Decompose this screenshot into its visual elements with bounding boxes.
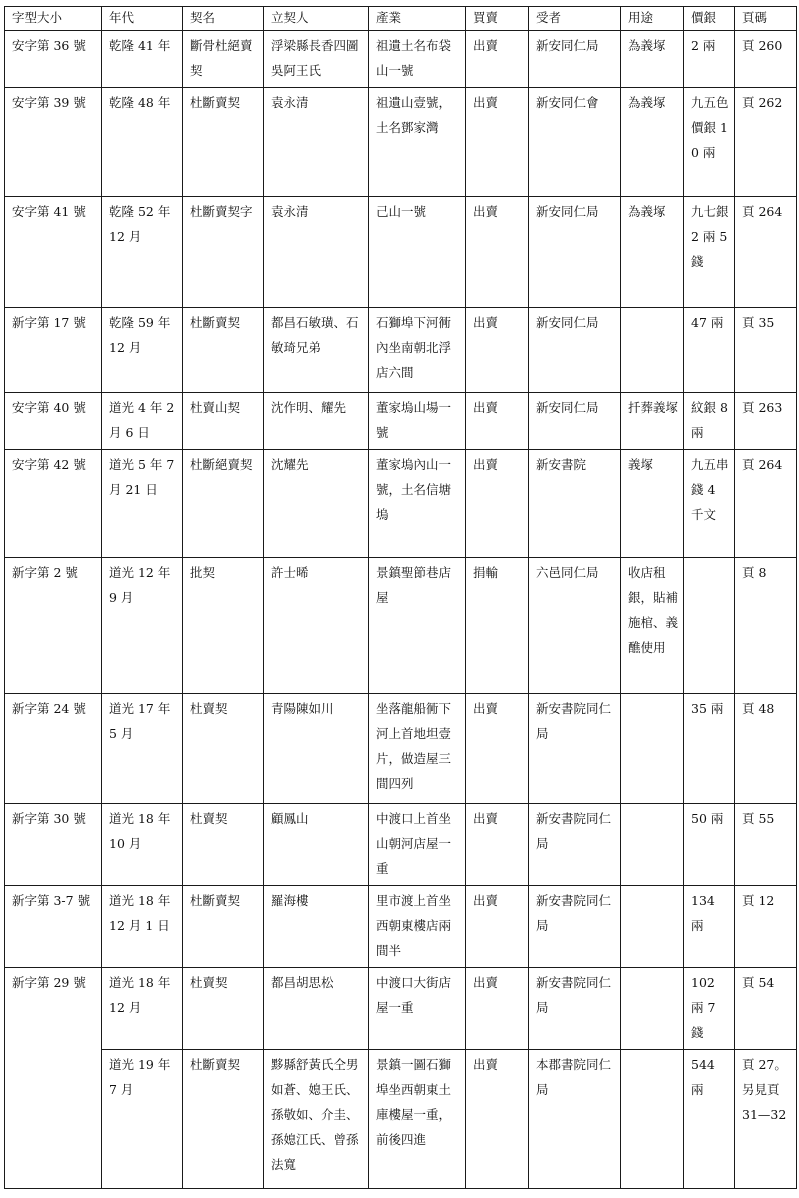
table-cell: 乾隆 52 年 12 月 — [102, 197, 183, 308]
header-cell-yema: 頁碼 — [735, 7, 797, 31]
table-cell: 道光 4 年 2 月 6 日 — [102, 393, 183, 450]
table-cell: 杜斷賣契 — [183, 1050, 264, 1189]
table-row — [5, 88, 797, 197]
table-cell: 安字第 39 號 — [5, 88, 102, 197]
table-cell: 道光 18 年 10 月 — [102, 804, 183, 886]
table-cell: 安字第 40 號 — [5, 393, 102, 450]
table-row — [5, 450, 797, 558]
table-cell: 董家塢內山一號，土名信塘塢 — [369, 450, 466, 558]
table-cell: 頁 12 — [735, 886, 797, 968]
table-cell: 浮梁縣長香四圖吳阿王氏 — [264, 31, 369, 88]
header-row — [5, 7, 797, 31]
table-cell: 為義塚 — [621, 88, 684, 197]
table-cell: 出賣 — [466, 197, 529, 308]
table-cell: 出賣 — [466, 804, 529, 886]
table-cell: 為義塚 — [621, 31, 684, 88]
table-cell: 杜賣契 — [183, 694, 264, 804]
header-cell-shouzhe: 受者 — [529, 7, 621, 31]
header-cell-yongtu: 用途 — [621, 7, 684, 31]
table-cell: 新安同仁局 — [529, 31, 621, 88]
table-row — [5, 694, 797, 804]
table-cell: 出賣 — [466, 308, 529, 393]
table-cell — [621, 694, 684, 804]
table-cell: 為義塚 — [621, 197, 684, 308]
table-cell: 九七銀 2 兩 5 錢 — [684, 197, 735, 308]
table-cell — [684, 558, 735, 694]
table-cell: 杜斷賣契 — [183, 886, 264, 968]
table-cell: 新安同仁局 — [529, 308, 621, 393]
table-cell: 杜賣山契 — [183, 393, 264, 450]
table-cell: 新字第 17 號 — [5, 308, 102, 393]
table-cell: 頁 54 — [735, 968, 797, 1050]
table-cell: 都昌石敏璜、石敏琦兄弟 — [264, 308, 369, 393]
table-cell: 杜斷賣契 — [183, 308, 264, 393]
table-cell: 新安同仁局 — [529, 197, 621, 308]
table-cell: 新字第 30 號 — [5, 804, 102, 886]
table-cell: 九五串錢 4 千文 — [684, 450, 735, 558]
table-cell: 扦葬義塚 — [621, 393, 684, 450]
table-cell: 九五色價銀 10 兩 — [684, 88, 735, 197]
table-cell: 捐輸 — [466, 558, 529, 694]
table-cell: 中渡口大街店屋一重 — [369, 968, 466, 1050]
table-cell: 中渡口上首坐山朝河店屋一重 — [369, 804, 466, 886]
table-row — [5, 886, 797, 968]
table-cell: 斷骨杜絕賣契 — [183, 31, 264, 88]
header-cell-qiming: 契名 — [183, 7, 264, 31]
table-cell: 新安書院同仁局 — [529, 804, 621, 886]
table-cell: 35 兩 — [684, 694, 735, 804]
table-cell: 道光 19 年 7 月 — [102, 1050, 183, 1189]
table-cell: 出賣 — [466, 694, 529, 804]
table-cell: 道光 17 年 5 月 — [102, 694, 183, 804]
table-cell: 頁 264 — [735, 450, 797, 558]
table-cell: 出賣 — [466, 968, 529, 1050]
table-row — [5, 197, 797, 308]
table-cell: 544 兩 — [684, 1050, 735, 1189]
table-cell — [621, 308, 684, 393]
table-cell: 道光 18 年 12 月 1 日 — [102, 886, 183, 968]
table-cell: 頁 264 — [735, 197, 797, 308]
table-cell: 杜賣契 — [183, 968, 264, 1050]
header-cell-chanye: 產業 — [369, 7, 466, 31]
table-cell — [621, 1050, 684, 1189]
table-cell: 出賣 — [466, 450, 529, 558]
table-cell: 乾隆 48 年 — [102, 88, 183, 197]
table-cell: 50 兩 — [684, 804, 735, 886]
table-cell: 青陽陳如川 — [264, 694, 369, 804]
table-row — [5, 804, 797, 886]
table-cell: 2 兩 — [684, 31, 735, 88]
table-cell: 義塚 — [621, 450, 684, 558]
table-row — [5, 308, 797, 393]
table-cell: 頁 27。另見頁 31—32 — [735, 1050, 797, 1189]
table-cell: 頁 262 — [735, 88, 797, 197]
table-cell: 頁 260 — [735, 31, 797, 88]
header-cell-liqiren: 立契人 — [264, 7, 369, 31]
table-cell: 杜斷賣契 — [183, 88, 264, 197]
table-cell: 坐落龍船衕下河上首地坦壹片，做造屋三間四列 — [369, 694, 466, 804]
table-cell: 杜斷絕賣契 — [183, 450, 264, 558]
table-cell: 安字第 41 號 — [5, 197, 102, 308]
table-cell: 頁 35 — [735, 308, 797, 393]
table-cell: 新安同仁會 — [529, 88, 621, 197]
table-cell: 頁 55 — [735, 804, 797, 886]
table-cell: 祖遺山壹號，土名鄧家灣 — [369, 88, 466, 197]
table-cell — [621, 804, 684, 886]
table-cell: 本郡書院同仁局 — [529, 1050, 621, 1189]
table-cell: 六邑同仁局 — [529, 558, 621, 694]
table-cell — [621, 968, 684, 1050]
table-cell: 出賣 — [466, 88, 529, 197]
table-cell: 頁 8 — [735, 558, 797, 694]
table-row — [5, 31, 797, 88]
table-cell: 沈作明、耀先 — [264, 393, 369, 450]
table-cell: 出賣 — [466, 1050, 529, 1189]
table-cell: 祖遺土名布袋山一號 — [369, 31, 466, 88]
table-cell: 杜斷賣契字 — [183, 197, 264, 308]
table-cell — [621, 886, 684, 968]
deeds-table — [4, 6, 797, 1189]
table-cell: 乾隆 41 年 — [102, 31, 183, 88]
table-cell: 新字第 24 號 — [5, 694, 102, 804]
table-cell: 新字第 2 號 — [5, 558, 102, 694]
table-cell: 批契 — [183, 558, 264, 694]
table-cell: 出賣 — [466, 31, 529, 88]
table-cell: 顧鳳山 — [264, 804, 369, 886]
table-cell: 新安書院同仁局 — [529, 694, 621, 804]
table-cell: 袁永清 — [264, 88, 369, 197]
table-row — [5, 393, 797, 450]
table-cell: 47 兩 — [684, 308, 735, 393]
table-cell: 新安書院同仁局 — [529, 886, 621, 968]
table-cell: 收店租銀，貼補施棺、義醮使用 — [621, 558, 684, 694]
table-cell: 新安書院同仁局 — [529, 968, 621, 1050]
table-cell: 董家塢山場一號 — [369, 393, 466, 450]
table-cell: 新安書院 — [529, 450, 621, 558]
table-cell: 出賣 — [466, 393, 529, 450]
table-cell: 道光 12 年 9 月 — [102, 558, 183, 694]
table-cell: 134 兩 — [684, 886, 735, 968]
table-cell: 乾隆 59 年 12 月 — [102, 308, 183, 393]
table-cell: 道光 5 年 7 月 21 日 — [102, 450, 183, 558]
table-cell: 黟縣舒黃氏仝男如蒼、媳王氏、孫敬如、介圭、孫媳江氏、曾孫法寬 — [264, 1050, 369, 1189]
header-cell-maimai: 買賣 — [466, 7, 529, 31]
table-cell: 頁 48 — [735, 694, 797, 804]
table-row — [5, 968, 797, 1050]
table-cell: 景鎮一圖石獅埠坐西朝東土庫樓屋一重，前後四進 — [369, 1050, 466, 1189]
table-cell: 里市渡上首坐西朝東樓店兩間半 — [369, 886, 466, 968]
header-cell-jiayin: 價銀 — [684, 7, 735, 31]
table-cell: 新字第 3-7 號 — [5, 886, 102, 968]
table-cell: 紋銀 8 兩 — [684, 393, 735, 450]
table-cell: 都昌胡思松 — [264, 968, 369, 1050]
table-cell: 安字第 36 號 — [5, 31, 102, 88]
table-row — [5, 1050, 797, 1189]
table-cell: 道光 18 年 12 月 — [102, 968, 183, 1050]
table-cell: 袁永清 — [264, 197, 369, 308]
table-cell: 102 兩 7 錢 — [684, 968, 735, 1050]
table-cell: 許士晞 — [264, 558, 369, 694]
header-cell-zixing: 字型大小 — [5, 7, 102, 31]
table-cell: 石獅埠下河衕內坐南朝北浮店六間 — [369, 308, 466, 393]
table-cell: 新安同仁局 — [529, 393, 621, 450]
table-cell: 羅海樓 — [264, 886, 369, 968]
header-cell-niandai: 年代 — [102, 7, 183, 31]
table-cell: 新字第 29 號 — [5, 968, 102, 1189]
table-cell: 景鎮聖節巷店屋 — [369, 558, 466, 694]
table-row — [5, 558, 797, 694]
table-cell: 頁 263 — [735, 393, 797, 450]
table-cell: 己山一號 — [369, 197, 466, 308]
table-cell: 沈耀先 — [264, 450, 369, 558]
table-cell: 杜賣契 — [183, 804, 264, 886]
table-cell: 安字第 42 號 — [5, 450, 102, 558]
table-cell: 出賣 — [466, 886, 529, 968]
